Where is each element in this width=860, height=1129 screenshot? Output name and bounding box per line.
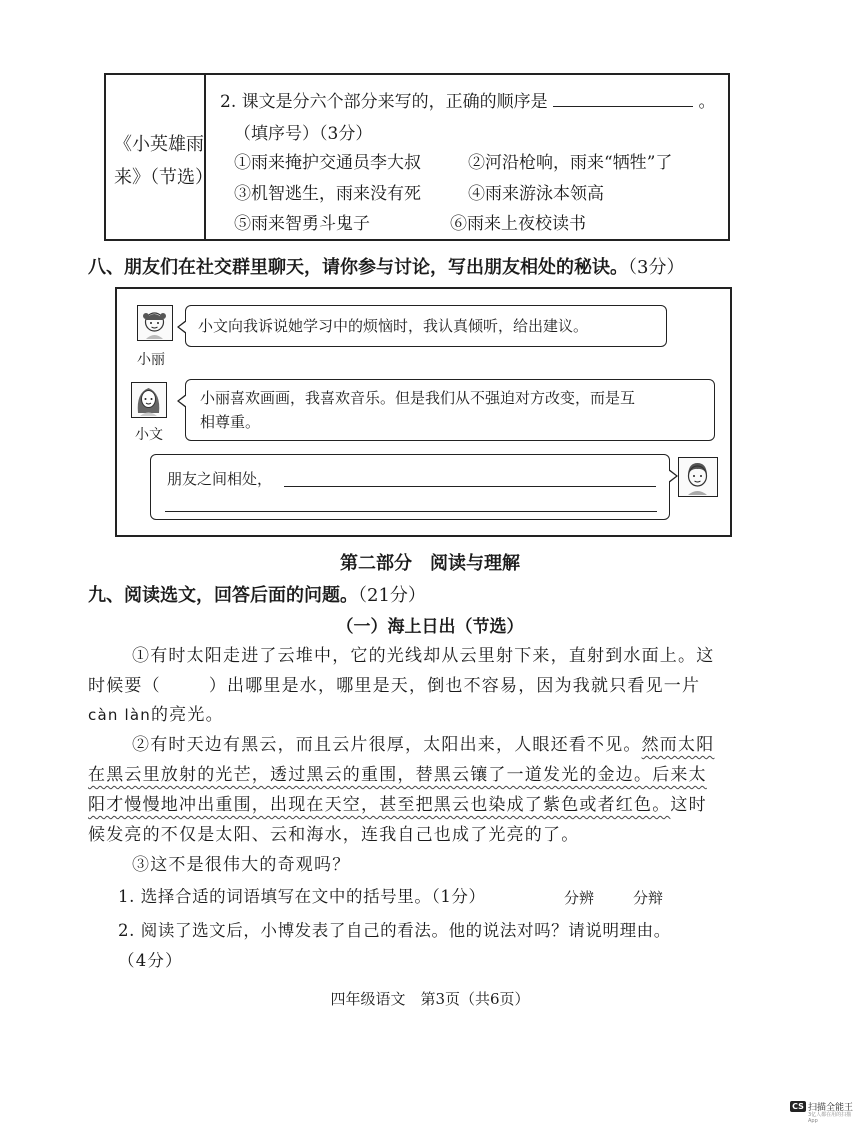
section8-points: （3分） (628, 257, 685, 278)
p1-line3-rest: 的亮光。 (150, 705, 224, 725)
option-4: ④雨来游泳本领高 (468, 184, 604, 204)
pinyin-canlan: càn làn (88, 706, 151, 724)
option-2: ②河沿枪响，雨来“牺牲”了 (468, 153, 673, 173)
chat-bubble-xiaoli (185, 305, 667, 347)
p1-line3 (88, 700, 224, 730)
answer-prompt: 朋友之间相处， (167, 470, 273, 488)
girl-avatar-icon (137, 305, 173, 341)
q2-line1: 2. 阅读了选文后，小博发表了自己的看法。他的说法对吗？请说明理由。 (118, 921, 671, 940)
watermark-subtext: 3亿人都在用的扫描App (808, 1112, 852, 1124)
section9-heading (88, 581, 426, 607)
question-2-row (220, 87, 715, 112)
chat-text-xiaoli: 小文向我诉说她学习中的烦恼时，我认真倾听，给出建议。 (198, 317, 589, 335)
p2-line3-a-underlined: 阳才慢慢地冲出重围，出现在天空，甚至把黑云也染成了紫色或者红色。 (88, 795, 671, 815)
option-3: ③机智逃生，雨来没有死 (234, 184, 421, 204)
section8-heading (88, 253, 684, 279)
section8-heading-text: 八、朋友们在社交群里聊天，请你参与讨论，写出朋友相处的秘诀。 (88, 257, 628, 278)
p2-line3-b: 这时 (670, 795, 707, 815)
p1-line2-a: 时候要（ (88, 676, 161, 696)
page-footer: 四年级语文 第3页（共6页） (330, 990, 530, 1008)
answer-line-2[interactable] (165, 511, 657, 512)
p2-line1-b-underlined: 然而太阳 (641, 735, 715, 755)
section9-heading-text: 九、阅读选文，回答后面的问题。 (88, 585, 358, 606)
p2-line1-a: ②有时天边有黑云，而且云片很厚，太阳出来，人眼还看不见。 (132, 735, 642, 755)
chat-name-xiaowen: 小文 (135, 427, 163, 443)
part2-title: 第二部分 阅读与理解 (340, 553, 520, 574)
option-6: ⑥雨来上夜校读书 (450, 214, 586, 234)
q1-word1: 分辨 (564, 889, 595, 907)
section7-left-cell (106, 75, 213, 239)
section9-points: （21分） (358, 585, 426, 606)
section7-table (104, 73, 730, 241)
lesson-title-line1: 《小英雄雨 (114, 134, 204, 155)
girl-avatar-icon (131, 382, 167, 418)
option-1: ①雨来掩护交通员李大叔 (234, 153, 421, 173)
p3: ③这不是很伟大的奇观吗？ (132, 855, 351, 875)
camscanner-logo-icon: CS (790, 1101, 806, 1112)
chat-bubble-answer (150, 454, 670, 520)
q1-word2: 分辩 (633, 889, 664, 907)
p1-line1: ①有时太阳走进了云堆中，它的光线却从云里射下来，直射到水面上。这 (132, 646, 715, 666)
p2-line2-underlined: 在黑云里放射的光芒，透过黑云的重围，替黑云镶了一道发光的金边。后来太 (88, 765, 707, 785)
chat-text-xiaowen-line1: 小丽喜欢画画，我喜欢音乐。但是我们从不强迫对方改变，而是互 (200, 389, 636, 407)
p2-line3 (88, 790, 707, 820)
chat-box (115, 287, 732, 537)
p2-line4: 候发亮的不仅是太阳、云和海水，连我自己也成了光亮的了。 (88, 825, 580, 845)
option-5: ⑤雨来智勇斗鬼子 (234, 214, 370, 234)
p2-line1 (132, 730, 714, 760)
question-2-text: 2. 课文是分六个部分来写的，正确的顺序是 (220, 92, 548, 112)
q1: 1. 选择合适的词语填写在文中的括号里。（1分） (118, 887, 486, 906)
passage-title: （一）海上日出（节选） (336, 617, 524, 637)
chat-text-xiaowen-line2: 相尊重。 (200, 413, 261, 431)
p1-line2 (88, 671, 700, 701)
question-2-end: 。 (698, 92, 716, 112)
chat-bubble-xiaowen (185, 379, 715, 441)
lesson-title-line2: 来》（节选） (114, 167, 213, 188)
answer-blank[interactable] (553, 92, 693, 107)
q2-line2: （4分） (118, 951, 183, 970)
answer-line-1[interactable] (284, 486, 656, 487)
chat-name-xiaoli: 小丽 (137, 352, 165, 368)
question-2-note: （填序号）（3分） (234, 124, 373, 144)
p1-line2-b: ）出哪里是水，哪里是天，倒也不容易，因为我就只看见一片 (208, 676, 701, 696)
watermark-text: 扫描全能王 (808, 1103, 854, 1113)
boy-avatar-icon (678, 457, 718, 497)
